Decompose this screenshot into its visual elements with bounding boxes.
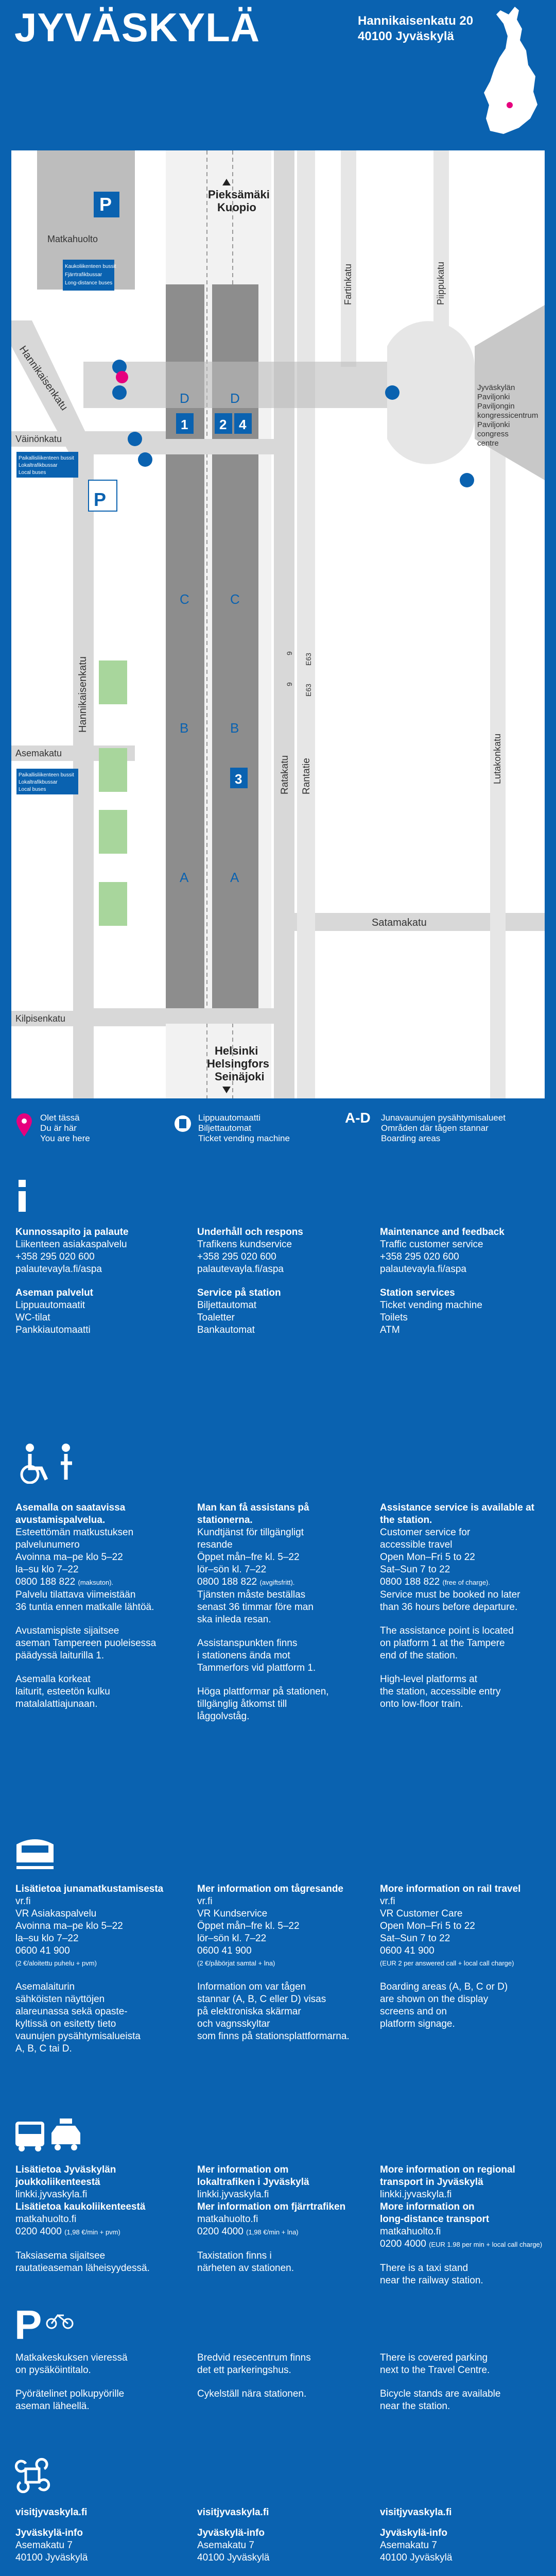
assist-text: ska inleda resan.: [197, 1614, 271, 1625]
parking-text: Bicycle stands are available: [380, 2388, 501, 2399]
legend-text: You are here: [40, 1133, 90, 1143]
bus-info-text: Fjärrtrafikbussar: [65, 272, 102, 278]
assist-text: palvelunumero: [15, 1539, 80, 1550]
assist-text: senast 36 timmar före man: [197, 1602, 314, 1613]
map-legend: [0, 1108, 556, 1159]
rail-text: VR Asiakaspalvelu: [15, 1908, 97, 1919]
assist-text: resande: [197, 1539, 233, 1550]
street-label: Satamakatu: [372, 917, 427, 928]
assist-text: than 36 hours before departure.: [380, 1602, 518, 1613]
visit-address: 40100 Jyväskylä: [15, 2552, 88, 2563]
info-title: Station services: [380, 1287, 455, 1298]
street-label: Fartinkatu: [343, 263, 353, 305]
address-city: 40100 Jyväskylä: [358, 29, 454, 43]
you-are-here-marker: [116, 371, 128, 383]
visit-address: Asemakatu 7: [15, 2540, 73, 2551]
legend-boarding-code: A-D: [345, 1110, 371, 1126]
building-label: Paviljongin: [477, 402, 515, 411]
col-en: [380, 1502, 545, 1710]
bus-info-text: Local buses: [19, 470, 46, 476]
street-label: Kilpisenkatu: [15, 1013, 66, 1024]
phone-note: (1,98 €/min + pvm): [64, 2228, 120, 2236]
boarding-area: A: [180, 870, 189, 885]
info-icon: [138, 452, 152, 467]
phone-line: [15, 1576, 180, 1589]
assist-text: Tammerfors vid plattform 1.: [197, 1663, 316, 1673]
rail-text: A, B, C tai D.: [15, 2043, 72, 2054]
regional-title: Lisätietoa kaukoliikenteestä: [15, 2201, 146, 2212]
rail-text: are shown on the display: [380, 1994, 489, 2005]
phone-line: [380, 2238, 545, 2251]
info-text: Bankautomat: [197, 1325, 255, 1335]
feedback-link[interactable]: palautevayla.fi/aspa: [197, 1264, 284, 1275]
assist-text: on platform 1 at the Tampere: [380, 1638, 505, 1649]
phone-note: (free of charge).: [442, 1579, 491, 1586]
info-text: Liikenteen asiakaspalvelu: [15, 1239, 127, 1250]
regional-title: Mer information om fjärrtrafiken: [197, 2201, 346, 2212]
visit-title: Jyväskylä-info: [380, 2528, 447, 2538]
feedback-link[interactable]: palautevayla.fi/aspa: [15, 1264, 102, 1275]
assist-title: Asemalla on saatavissa avustamispalvelua.: [15, 1502, 126, 1526]
col-fi: [15, 2164, 180, 2275]
boarding-area: C: [180, 591, 189, 607]
phone-note: (avgiftsfritt).: [259, 1579, 295, 1586]
assist-text: aseman Tampereen puoleisessa: [15, 1638, 157, 1649]
phone-number: +358 295 020 600: [15, 1251, 95, 1262]
parking-text: Cykelställ nära stationen.: [197, 2388, 307, 2399]
regional-title: transport in Jyväskylä: [380, 2177, 483, 2188]
col-en: [380, 2164, 545, 2287]
direction-south: Seinäjoki: [215, 1070, 265, 1083]
parking-text: next to the Travel Centre.: [380, 2365, 490, 2376]
rail-text: Avoinna ma–pe klo 5–22: [15, 1921, 123, 1931]
assist-text: låggolvståg.: [197, 1711, 250, 1722]
street-label: Väinönkatu: [15, 434, 62, 444]
visit-title: Jyväskylä-info: [15, 2528, 83, 2538]
assist-text: accessible travel: [380, 1539, 453, 1550]
svg-text:P: P: [14, 2303, 42, 2344]
assist-text: Avoinna ma–pe klo 5–22: [15, 1552, 123, 1563]
regional-text: Taksiasema sijaitsee: [15, 2250, 106, 2261]
assist-text: Assistanspunkten finns: [197, 1638, 298, 1649]
rail-text: Öppet mån–fre kl. 5–22: [197, 1921, 300, 1931]
direction-south: Helsinki: [215, 1044, 258, 1057]
regional-title: More information on: [380, 2201, 475, 2212]
assist-text: the station, accessible entry: [380, 1686, 501, 1697]
section-visit: [0, 2458, 556, 2576]
bus-stop-icon: [460, 473, 474, 487]
rail-text: VR Kundservice: [197, 1908, 268, 1919]
location-pin-icon: [15, 1113, 33, 1138]
rail-link[interactable]: vr.fi: [15, 1896, 31, 1907]
direction-north: Pieksämäki: [208, 188, 270, 201]
assist-text: i stationens ända mot: [197, 1650, 290, 1661]
regional-title: lokaltrafiken i Jyväskylä: [197, 2177, 309, 2188]
legend-text: Boarding areas: [381, 1133, 441, 1143]
legend-text: Junavaunujen pysähtymisalueet: [381, 1113, 506, 1123]
legend-boarding-areas: [381, 1113, 506, 1144]
section-maintenance: [0, 1180, 556, 1422]
section-rail: [0, 1834, 556, 2102]
info-text: WC-tilat: [15, 1312, 50, 1323]
info-title: Kunnossapito ja palaute: [15, 1227, 129, 1238]
rail-link[interactable]: vr.fi: [197, 1896, 213, 1907]
rail-text: Asemalaiturin: [15, 1981, 75, 1992]
assist-text: Kundtjänst för tillgängligt: [197, 1527, 304, 1538]
command-key-icon: [14, 2458, 50, 2494]
street-label: Hannikaisenkatu: [16, 344, 70, 413]
boarding-area: D: [230, 391, 240, 406]
rail-text: Open Mon–Fri 5 to 22: [380, 1921, 475, 1931]
col-sv: [197, 1226, 362, 1336]
assist-text: päädyssä laiturilla 1.: [15, 1650, 105, 1661]
phone-note: (2 €/aloitettu puhelu + pvm): [15, 1959, 97, 1967]
parking-text: on pysäköintitalo.: [15, 2365, 91, 2376]
visit-link[interactable]: visitjyvaskyla.fi: [15, 2507, 88, 2518]
assist-text: Esteettömän matkustuksen: [15, 1527, 134, 1538]
phone-number: 0600 41 900: [197, 1945, 252, 1956]
road-route-label: 9: [285, 651, 293, 655]
platform-number: 3: [235, 771, 242, 787]
col-sv: [197, 1502, 362, 1723]
col-en: [380, 1883, 545, 2030]
station-address: [358, 13, 473, 44]
ticket-machine-icon: [174, 1115, 192, 1132]
visit-address: 40100 Jyväskylä: [380, 2552, 453, 2563]
regional-title: long-distance transport: [380, 2214, 490, 2225]
accessibility-icon: [128, 432, 142, 446]
col-sv: [197, 2506, 362, 2564]
assist-text: matalalattiajunaan.: [15, 1699, 98, 1709]
street-label: Ratakatu: [280, 755, 290, 794]
bus-info-text: Lokaltrafikbussar: [19, 779, 58, 785]
section-regional: [0, 2117, 556, 2324]
info-text: Pankkiautomaatti: [15, 1325, 91, 1335]
assist-text: Sat–Sun 7 to 22: [380, 1564, 450, 1575]
phone-note: (1,98 €/min + lna): [246, 2228, 299, 2236]
finland-map-icon: [479, 4, 546, 143]
regional-link[interactable]: matkahuolto.fi: [197, 2214, 258, 2225]
street-label: Asemakatu: [15, 748, 62, 758]
platform-number: 1: [181, 417, 188, 432]
parking-text: near the station.: [380, 2401, 450, 2412]
assist-text: Avustamispiste sijaitsee: [15, 1625, 119, 1636]
assist-text: tillgänglig åtkomst till: [197, 1699, 287, 1709]
platform-number: 4: [239, 417, 247, 432]
phone-line: [380, 1576, 545, 1589]
col-fi: [15, 1502, 180, 1710]
col-en: [380, 2352, 545, 2413]
col-fi: [15, 2506, 180, 2564]
assist-title: Assistance service is available at the station.: [380, 1502, 534, 1526]
visit-title: Jyväskylä-info: [197, 2528, 265, 2538]
rail-text: på elektroniska skärmar: [197, 2006, 301, 2017]
phone-note: (EUR 2 per answered call + local call charge): [380, 1959, 514, 1967]
boarding-area: D: [180, 391, 189, 406]
info-icon: [14, 1180, 30, 1216]
regional-text: rautatieaseman läheisyydessä.: [15, 2263, 150, 2274]
rail-title: Lisätietoa junamatkustamisesta: [15, 1884, 164, 1894]
building-label: Paviljonki: [477, 393, 510, 401]
parking-text: Matkakeskuksen vieressä: [15, 2352, 128, 2363]
rail-text: Boarding areas (A, B, C or D): [380, 1981, 508, 1992]
phone-number: 0200 4000: [380, 2239, 426, 2249]
phone-note: (2 €/påbörjat samtal + lna): [197, 1959, 275, 1967]
phone-number: 0200 4000: [15, 2226, 62, 2237]
ticket-machine-icon: [385, 385, 399, 400]
header: [0, 0, 556, 149]
col-fi: [15, 1883, 180, 2055]
bus-info-text: Paikallisliikenteen bussit: [19, 455, 74, 461]
assist-text: Höga plattformar på stationen,: [197, 1686, 329, 1697]
phone-number: 0800 188 822: [380, 1577, 440, 1587]
building-label: kongressicentrum: [477, 411, 538, 420]
regional-text: near the railway station.: [380, 2275, 483, 2286]
col-en: [380, 1226, 545, 1336]
info-text: Biljettautomat: [197, 1300, 257, 1311]
assist-text: Palvelu tilattava viimeistään: [15, 1589, 136, 1600]
boarding-area: C: [230, 591, 240, 607]
col-sv: [197, 1883, 362, 2043]
road-route-label: E63: [304, 684, 312, 697]
road-route-label: E63: [304, 653, 312, 666]
regional-title: Mer information om: [197, 2164, 289, 2175]
rail-text: stannar (A, B, C eller D) visas: [197, 1994, 326, 2005]
info-title: Aseman palvelut: [15, 1287, 93, 1298]
phone-line: [15, 2226, 180, 2239]
visit-link[interactable]: visitjyvaskyla.fi: [380, 2507, 452, 2518]
rail-text: Information om var tågen: [197, 1981, 306, 1992]
rail-text: vaunujen pysähtymisalueista: [15, 2031, 141, 2042]
road-route-label: 9: [285, 682, 293, 686]
legend-text: Du är här: [40, 1123, 77, 1133]
regional-title: Lisätietoa Jyväskylän: [15, 2164, 116, 2175]
rail-text: sähköisten näyttöjen: [15, 1994, 105, 2005]
station-map: [11, 150, 545, 1098]
regional-link[interactable]: matkahuolto.fi: [380, 2226, 441, 2237]
parking-bicycle-icon: [14, 2303, 86, 2344]
bus-info-text: Kaukoliikenteen bussit: [65, 264, 116, 269]
section-parking: [0, 2303, 556, 2473]
phone-number: 0200 4000: [197, 2226, 244, 2237]
parking-text: aseman läheellä.: [15, 2401, 90, 2412]
section-assistance: [0, 1443, 556, 1814]
bus-info-text: Long-distance buses: [65, 280, 113, 286]
regional-title: joukkoliikenteestä: [15, 2177, 100, 2188]
rail-text: Sat–Sun 7 to 22: [380, 1933, 450, 1944]
building-label: Paviljonki: [477, 420, 510, 429]
visit-address: Asemakatu 7: [197, 2540, 254, 2551]
rail-link[interactable]: vr.fi: [380, 1896, 395, 1907]
assist-text: laiturit, esteetön kulku: [15, 1686, 110, 1697]
regional-link[interactable]: matkahuolto.fi: [15, 2214, 77, 2225]
assist-text: Service must be booked no later: [380, 1589, 520, 1600]
col-en: [380, 2506, 545, 2564]
legend-you-are-here: [40, 1113, 90, 1144]
bus-info-text: Local buses: [19, 787, 46, 792]
info-text: Traffic customer service: [380, 1239, 483, 1250]
info-title: Maintenance and feedback: [380, 1227, 505, 1238]
regional-link[interactable]: linkki.jyvaskyla.fi: [197, 2189, 269, 2200]
assist-text: Asemalla korkeat: [15, 1674, 91, 1685]
legend-text: Olet tässä: [40, 1113, 80, 1123]
rail-text: VR Customer Care: [380, 1908, 463, 1919]
rail-text: platform signage.: [380, 2019, 455, 2029]
rail-text: som finns på stationsplattformarna.: [197, 2031, 350, 2042]
boarding-area: B: [180, 720, 189, 736]
accessibility-icon: [14, 1443, 86, 1484]
info-text: Toilets: [380, 1312, 408, 1323]
assist-text: Open Mon–Fri 5 to 22: [380, 1552, 475, 1563]
assist-text: 36 tuntia ennen matkalle lähtöä.: [15, 1602, 154, 1613]
phone-line: [197, 2226, 362, 2239]
map-canvas: [11, 150, 545, 1098]
rail-text: lör–sön kl. 7–22: [197, 1933, 267, 1944]
col-fi: [15, 1226, 180, 1336]
phone-line: [197, 1576, 362, 1589]
phone-number: 0600 41 900: [380, 1945, 435, 1956]
assist-text: end of the station.: [380, 1650, 458, 1661]
info-text: ATM: [380, 1325, 400, 1335]
road-ratakatu: [274, 150, 294, 1098]
street-label: Piippukatu: [436, 261, 446, 305]
visit-address: Asemakatu 7: [380, 2540, 437, 2551]
phone-number: 0800 188 822: [15, 1577, 76, 1587]
info-text: Trafikens kundservice: [197, 1239, 292, 1250]
rail-text: alareunassa sekä opaste-: [15, 2006, 128, 2017]
building-label: Matkahuolto: [47, 234, 98, 244]
bus-taxi-icon: [14, 2117, 81, 2154]
street-label: Hannikaisenkatu: [77, 656, 89, 733]
rail-text: screens and on: [380, 2006, 447, 2017]
assist-text: Customer service for: [380, 1527, 471, 1538]
address-street: Hannikaisenkatu 20: [358, 14, 474, 28]
legend-text: Områden där tågen stannar: [381, 1123, 489, 1133]
phone-note: (maksuton).: [78, 1579, 114, 1586]
assist-text: la–su klo 7–22: [15, 1564, 79, 1575]
direction-north: Kuopio: [217, 201, 256, 214]
ticket-machine-icon: [112, 385, 127, 400]
station-title: JYVÄSKYLÄ: [14, 5, 260, 50]
road-rantatie: [297, 150, 315, 1098]
legend-text: Biljettautomat: [198, 1123, 251, 1133]
legend-text: Ticket vending machine: [198, 1133, 290, 1143]
svg-text:P: P: [99, 194, 112, 215]
street-label: Lutakonkatu: [492, 733, 502, 784]
info-title: Underhåll och respons: [197, 1227, 303, 1238]
phone-number: 0800 188 822: [197, 1577, 257, 1587]
col-fi: [15, 2352, 180, 2413]
legend-text: Lippuautomaatti: [198, 1113, 260, 1123]
info-title: Service på station: [197, 1287, 281, 1298]
assist-text: Öppet mån–fre kl. 5–22: [197, 1552, 300, 1563]
assist-text: lör–sön kl. 7–22: [197, 1564, 267, 1575]
regional-text: närheten av stationen.: [197, 2263, 294, 2274]
building-label: centre: [477, 439, 499, 448]
regional-link[interactable]: linkki.jyvaskyla.fi: [15, 2189, 88, 2200]
building-label: congress: [477, 430, 509, 438]
rail-text: kyltissä on esitetty tieto: [15, 2019, 116, 2029]
col-sv: [197, 2352, 362, 2400]
assist-text: The assistance point is located: [380, 1625, 514, 1636]
visit-link[interactable]: visitjyvaskyla.fi: [197, 2507, 269, 2518]
parking-text: det ett parkeringshus.: [197, 2365, 291, 2376]
assist-title: Man kan få assistans på stationerna.: [197, 1502, 309, 1526]
assist-text: onto low-floor train.: [380, 1699, 463, 1709]
regional-link[interactable]: linkki.jyvaskyla.fi: [380, 2189, 452, 2200]
direction-south: Helsingfors: [207, 1057, 270, 1070]
phone-number: +358 295 020 600: [197, 1251, 276, 1262]
info-text: Toaletter: [197, 1312, 235, 1323]
building-label: Jyväskylän: [477, 383, 515, 392]
street-label: Rantatie: [301, 758, 312, 794]
phone-number: 0600 41 900: [15, 1945, 70, 1956]
assist-text: Tjänsten måste beställas: [197, 1589, 306, 1600]
boarding-area: B: [230, 720, 239, 736]
platform-number: 2: [219, 417, 227, 432]
rail-text: och vagnsskyltar: [197, 2019, 270, 2029]
parking-icon: P: [94, 489, 107, 510]
legend-ticket-machine: [198, 1113, 290, 1144]
feedback-link[interactable]: palautevayla.fi/aspa: [380, 1264, 466, 1275]
parking-text: There is covered parking: [380, 2352, 488, 2363]
train-icon: [14, 1834, 56, 1873]
phone-number: +358 295 020 600: [380, 1251, 459, 1262]
regional-text: Taxistation finns i: [197, 2250, 272, 2261]
regional-text: There is a taxi stand: [380, 2263, 468, 2274]
info-text: Ticket vending machine: [380, 1300, 482, 1311]
col-sv: [197, 2164, 362, 2275]
info-text: Lippuautomaatit: [15, 1300, 85, 1311]
assist-text: High-level platforms at: [380, 1674, 478, 1685]
phone-note: (EUR 1.98 per min + local call charge): [429, 2241, 543, 2248]
parking-text: Pyöräteline​t polkupyörille: [15, 2388, 125, 2399]
rail-title: More information on rail travel: [380, 1884, 521, 1894]
regional-title: More information on regional: [380, 2164, 515, 2175]
parking-text: Bredvid resecentrum finns: [197, 2352, 311, 2363]
rail-text: la–su klo 7–22: [15, 1933, 79, 1944]
rail-title: Mer information om tågresande: [197, 1884, 343, 1894]
bus-info-text: Paikallisliikenteen bussit: [19, 772, 74, 778]
visit-address: 40100 Jyväskylä: [197, 2552, 270, 2563]
bus-info-text: Lokaltrafikbussar: [19, 463, 58, 468]
boarding-area: A: [230, 870, 239, 885]
